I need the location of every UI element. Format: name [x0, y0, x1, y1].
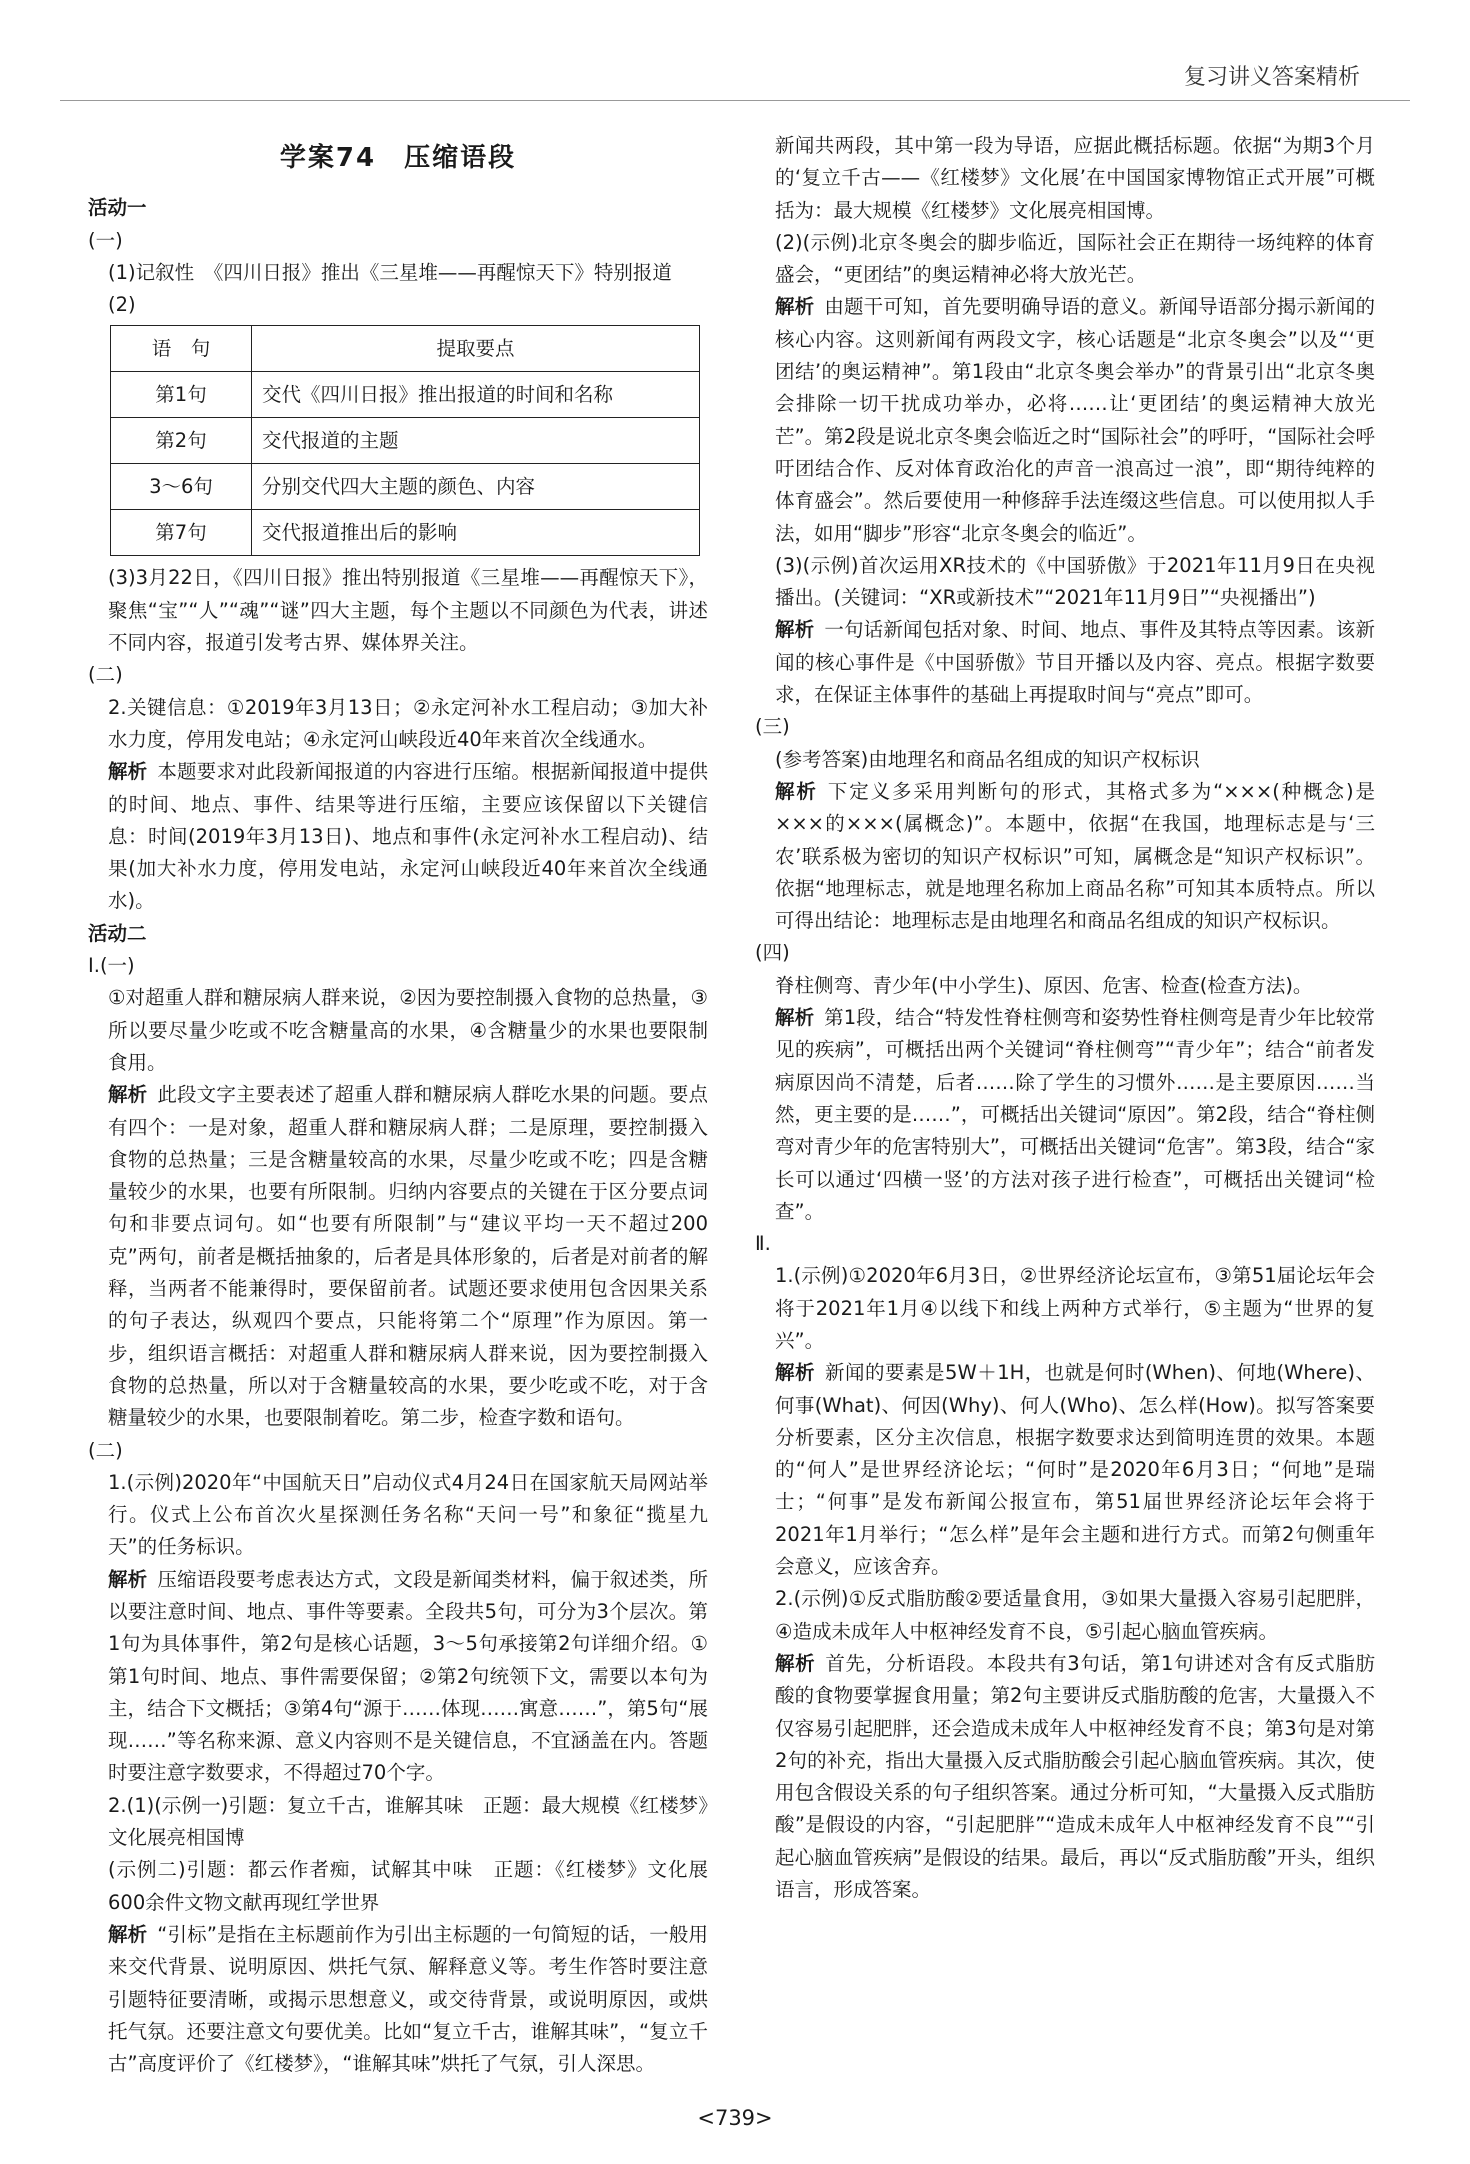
table-cell: 分别交代四大主题的颜色、内容	[252, 464, 700, 510]
analysis-text: 首先，分析语段。本段共有3句话，第1句讲述对含有反式脂肪酸的食物要掌握食用量；第2句主要讲反式脂肪酸的危害，大量摄入不仅容易引起肥胖，还会造成未成年人中枢神经发育不良；第3句是对第2句的补充，指出大量摄入反式脂肪酸会引起心脑血管疾病。其次，使用包含假设关系的句子组织答案。通过分析可知，“大量摄入反式脂肪酸”是假设的内容，“引起肥胖”“造成未成年人中枢神经发育不良”“引起心脑血管疾病”是假设的结果。最后，再以“反式脂肪酸”开头，组织语言，形成答案。	[775, 1651, 1375, 1902]
analysis-label: 解析	[775, 1361, 816, 1385]
analysis-paragraph	[88, 756, 708, 917]
table-cell: 第2句	[111, 418, 252, 464]
section-heading: Ⅰ.(一)	[88, 954, 135, 978]
answer-paragraph: 2.关键信息：①2019年3月13日；②永定河补水工程启动；③加大补水力度，停用发电站；④永定河山峡段近40年来首次全线通水。	[108, 695, 708, 751]
analysis-label: 解析	[108, 1083, 148, 1107]
table-cell: 第1句	[111, 372, 252, 418]
analysis-text: 本题要求对此段新闻报道的内容进行压缩。根据新闻报道中提供的时间、地点、事件、结果等进行压缩，主要应该保留以下关键信息：时间(2019年3月13日)、地点和事件(永定河补水工程启动)、结果(加大补水力度，停用发电站，永定河山峡段近40年来首次全线通水)。	[108, 760, 708, 913]
answer-paragraph: (参考答案)由地理名和商品名组成的知识产权标识	[775, 747, 1200, 771]
section-heading: (二)	[88, 1438, 123, 1462]
activity-two-heading: 活动二	[88, 921, 147, 945]
page-title: 学案74 压缩语段	[279, 143, 517, 173]
analysis-label: 解析	[775, 779, 818, 803]
answer-paragraph: (示例二)引题：都云作者痴，试解其中味 正题：《红楼梦》文化展600余件文物文献再现红学世界	[108, 1858, 708, 1914]
analysis-paragraph	[755, 614, 1375, 711]
table-cell: 第7句	[111, 510, 252, 556]
answer-paragraph: 2.(1)(示例一)引题：复立千古，谁解其味 正题：最大规模《红楼梦》文化展亮相国博	[108, 1793, 708, 1850]
table-cell: 3～6句	[111, 464, 252, 510]
section-heading: (三)	[755, 715, 790, 739]
analysis-text: 由题干可知，首先要明确导语的意义。新闻导语部分揭示新闻的核心内容。这则新闻有两段文字，核心话题是“北京冬奥会”以及“‘更团结’的奥运精神”。第1段由“北京冬奥会举办”的背景引出“北京冬奥会排除一切干扰成功举办，必将……让‘更团结’的奥运精神大放光芒”。第2段是说北京冬奥会临近之时“国际社会”的呼吁，“国际社会呼吁团结合作、反对体育政治化的声音一浪高过一浪”，即“期待纯粹的体育盛会”。然后要使用一种修辞手法连缀这些信息。可以使用拟人手法，如用“脚步”形容“北京冬奥会的临近”。	[775, 295, 1375, 545]
analysis-text: 一句话新闻包括对象、时间、地点、事件及其特点等因素。该新闻的核心事件是《中国骄傲》节目开播以及内容、亮点。根据字数要求，在保证主体事件的基础上再提取时间与“亮点”即可。	[775, 618, 1375, 707]
section-heading: (一)	[88, 228, 123, 252]
answer-paragraph: 脊柱侧弯、青少年(中小学生)、原因、危害、检查(检查方法)。	[775, 973, 1313, 997]
analysis-paragraph	[755, 1002, 1375, 1228]
analysis-text: “引标”是指在主标题前作为引出主标题的一句简短的话，一般用来交代背景、说明原因、烘托气氛、解释意义等。考生作答时要注意引题特征要清晰，或揭示思想意义，或交待背景，或说明原因，或烘托气氛。还要注意文句要优美。比如“复立千古，谁解其味”，“复立千古”高度评价了《红楼梦》，“谁解其味”烘托了气氛，引人深思。	[108, 1922, 708, 2076]
analysis-text: 此段文字主要表述了超重人群和糖尿病人群吃水果的问题。要点有四个：一是对象，超重人群和糖尿病人群；二是原理，要控制摄入食物的总热量；三是含糖量较高的水果，尽量少吃或不吃；四是含糖量较少的水果，也要有所限制。归纳内容要点的关键在于区分要点词句和非要点词句。如“也要有所限制”与“建议平均一天不超过200克”两句，前者是概括抽象的，后者是具体形象的，后者是对前者的解释，当两者不能兼得时，要保留前者。试题还要求使用包含因果关系的句子表达，纵观四个要点，只能将第二个“原理”作为原因。第一步，组织语言概括：对超重人群和糖尿病人群来说，因为要控制摄入食物的总热量，所以对于含糖量较高的水果，要少吃或不吃，对于含糖量较少的水果，也要限制着吃。第二步，检查字数和语句。	[108, 1083, 708, 1430]
activity-one-heading: 活动一	[88, 196, 147, 220]
table-row	[111, 510, 700, 556]
analysis-text: 下定义多采用判断句的形式，其格式多为“×××(种概念)是×××的×××(属概念)”。本题中，依据“在我国，地理标志是与‘三农’联系极为密切的知识产权标识”可知，属概念是“知识产权标识”。依据“地理标志，就是地理名称加上商品名称”可知其本质特点。所以可得出结论：地理标志是由地理名和商品名组成的知识产权标识。	[775, 779, 1375, 933]
answer-paragraph: (1)记叙性 《四川日报》推出《三星堆——再醒惊天下》特别报道	[108, 260, 672, 284]
table-header-row	[111, 326, 700, 372]
page-header: 复习讲义答案精析	[1183, 65, 1360, 90]
analysis-paragraph	[88, 1079, 708, 1434]
answer-paragraph: 1.(示例)2020年“中国航天日”启动仪式4月24日在国家航天局网站举行。仪式上公布首次火星探测任务名称“天问一号”和象征“揽星九天”的任务标识。	[108, 1470, 708, 1559]
analysis-paragraph	[88, 1919, 708, 2080]
key-points-table	[110, 325, 700, 556]
analysis-paragraph	[755, 776, 1375, 937]
answer-paragraph: 1.(示例)①2020年6月3日，②世界经济论坛宣布，③第51届论坛年会将于2021年1月④以线下和线上两种方式举行，⑤主题为“世界的复兴”。	[775, 1264, 1375, 1352]
analysis-text: 第1段，结合“特发性脊柱侧弯和姿势性脊柱侧弯是青少年比较常见的疾病”，可概括出两个关键词“脊柱侧弯”“青少年”；结合“前者发病原因尚不清楚，后者……除了学生的习惯外……是主要原因……当然，更主要的是……”，可概括出关键词“原因”。第2段，结合“脊柱侧弯对青少年的危害特别大”，可概括出关键词“危害”。第3段，结合“家长可以通过‘四横一竖’的方法对孩子进行检查”，可概括出关键词“检查”。	[775, 1006, 1375, 1223]
analysis-paragraph	[755, 1648, 1375, 1906]
answer-paragraph: 2.(示例)①反式脂肪酸②要适量食用，③如果大量摄入容易引起肥胖，④造成未成年人中枢神经发育不良，⑤引起心脑血管疾病。	[775, 1587, 1375, 1643]
analysis-paragraph	[88, 1564, 708, 1790]
section-heading: Ⅱ.	[755, 1232, 771, 1256]
analysis-label: 解析	[108, 1922, 148, 1946]
page-number: <739>	[697, 2106, 773, 2130]
analysis-label: 解析	[775, 1006, 815, 1030]
answer-paragraph: ①对超重人群和糖尿病人群来说，②因为要控制摄入食物的总热量，③所以要尽量少吃或不吃含糖量高的水果，④含糖量少的水果也要限制食用。	[108, 986, 708, 1074]
right-column	[755, 130, 1375, 1906]
analysis-text: 新闻的要素是5W＋1H，也就是何时(When)、何地(Where)、何事(What)、何因(Why)、何人(Who)、怎么样(How)。拟写答案要分析要素，区分主次信息，根据字数要求达到简明连贯的效果。本题的“何人”是世界经济论坛；“何时”是2020年6月3日；“何地”是瑞士；“何事”是发布新闻公报宣布，第51届世界经济论坛年会将于2021年1月举行；“怎么样”是年会主题和进行方式。而第2句侧重年会意义，应该舍弃。	[775, 1361, 1375, 1579]
analysis-text: 压缩语段要考虑表达方式，文段是新闻类材料，偏于叙述类，所以要注意时间、地点、事件等要素。全段共5句，可分为3个层次。第1句为具体事件，第2句是核心话题，3～5句承接第2句详细介绍。①第1句时间、地点、事件需要保留；②第2句统领下文，需要以本句为主，结合下文概括；③第4句“源于……体现……寓意……”，第5句“展现……”等名称来源、意义内容则不是关键信息，不宜涵盖在内。答题时要注意字数要求，不得超过70个字。	[108, 1567, 708, 1785]
table-cell: 交代《四川日报》推出报道的时间和名称	[252, 372, 700, 418]
table-row	[111, 418, 700, 464]
table-row	[111, 372, 700, 418]
analysis-label: 解析	[108, 1567, 148, 1591]
answer-paragraph: (3)3月22日，《四川日报》推出特别报道《三星堆——再醒惊天下》，聚焦“宝”“人”“魂”“谜”四大主题，每个主题以不同颜色为代表，讲述不同内容，报道引发考古界、媒体界关注。	[108, 566, 708, 655]
section-heading: (二)	[88, 663, 123, 687]
answer-paragraph: (2)(示例)北京冬奥会的脚步临近，国际社会正在期待一场纯粹的体育盛会，“更团结”的奥运精神必将大放光芒。	[775, 230, 1375, 287]
answer-paragraph: 新闻共两段，其中第一段为导语，应据此概括标题。依据“为期3个月的‘复立千古——《红楼梦》文化展’在中国国家博物馆正式开展”可概括为：最大规模《红楼梦》文化展亮相国博。	[775, 134, 1375, 222]
analysis-label: 解析	[775, 618, 815, 642]
left-column	[88, 130, 708, 2080]
table-cell: 交代报道的主题	[252, 418, 700, 464]
table-row	[111, 464, 700, 510]
table-header: 语 句	[111, 326, 252, 372]
header-divider	[60, 100, 1410, 101]
analysis-paragraph	[755, 1357, 1375, 1583]
analysis-label: 解析	[775, 295, 815, 319]
section-heading: (四)	[755, 941, 790, 965]
answer-paragraph: (3)(示例)首次运用XR技术的《中国骄傲》于2021年11月9日在央视播出。(关键词：“XR或新技术”“2021年11月9日”“央视播出”)	[775, 553, 1375, 610]
analysis-label: 解析	[775, 1651, 816, 1675]
analysis-paragraph	[755, 291, 1375, 549]
analysis-label: 解析	[108, 760, 148, 784]
table-header: 提取要点	[252, 326, 700, 372]
table-cell: 交代报道推出后的影响	[252, 510, 700, 556]
answer-paragraph: (2)	[108, 293, 136, 317]
